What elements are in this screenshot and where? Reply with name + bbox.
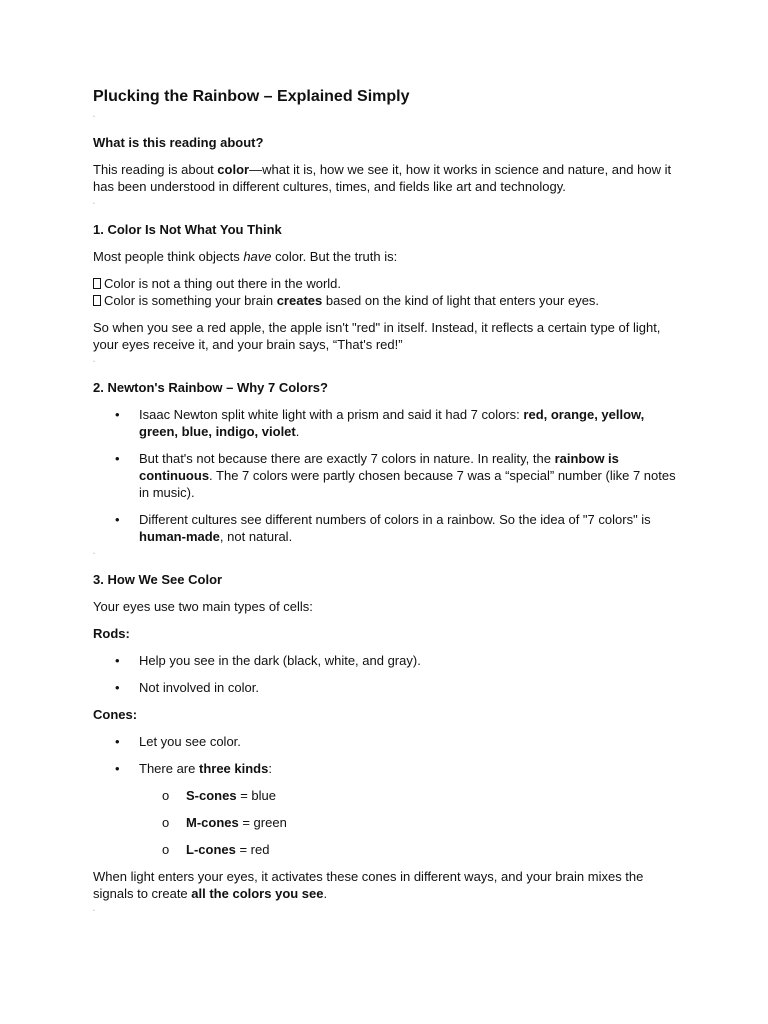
section-heading-intro: What is this reading about? — [93, 135, 264, 150]
cones-label: Cones: — [93, 707, 138, 722]
sub-bullet-marker: o — [162, 788, 170, 803]
s3-paragraph-1: Your eyes use two main types of cells: — [93, 599, 313, 614]
s1-glyph-lines: Color is not a thing out there in the world. Color is something your brain creates based on the kind of light that enters your eyes. — [93, 275, 678, 309]
s1-paragraph-2: So when you see a red apple, the apple isn't "red" in itself. Instead, it reflects a certain type of light, your eyes receive it, and your brain says, “That's red!” — [93, 320, 661, 352]
section-heading-3: 3. How We See Color — [93, 572, 223, 587]
s3-paragraph-2: When light enters your eyes, it activates these cones in different ways, and your brain mixes the signals to create all the colors you see. — [93, 869, 644, 901]
rods-list — [93, 652, 678, 696]
paragraph-mark: ▫ — [93, 201, 95, 207]
list-item: • But that's not because there are exactly 7 colors in nature. In reality, the rainbow is continuous. The 7 colors were partly chosen because 7 was a “special” number (like 7 notes in music). — [93, 450, 678, 501]
cone-types-list — [93, 787, 678, 858]
list-item: • Different cultures see different numbers of colors in a rainbow. So the idea of "7 colors" is human-made, not natural. — [93, 511, 678, 545]
page-title: Plucking the Rainbow – Explained Simply — [93, 88, 410, 105]
paragraph-mark: ▫ — [93, 551, 95, 557]
list-item: o M-cones = green — [162, 815, 287, 830]
list-item: o L-cones = red — [162, 842, 270, 857]
missing-glyph-icon — [93, 278, 101, 289]
sub-bullet-marker: o — [162, 842, 170, 857]
missing-glyph-icon — [93, 295, 101, 306]
paragraph-mark: ▫ — [93, 114, 95, 120]
paragraph-mark: ▫ — [93, 908, 95, 914]
intro-paragraph: This reading is about color—what it is, how we see it, how it works in science and nature, and how it has been understood in different cultures, times, and fields like art and technology. — [93, 162, 672, 194]
list-item: • There are three kinds: — [93, 760, 678, 777]
list-item: o S-cones = blue — [162, 788, 276, 803]
sub-bullet-marker: o — [162, 815, 170, 830]
list-item: • Isaac Newton split white light with a prism and said it had 7 colors: red, orange, yellow, green, blue, indigo, violet. — [93, 406, 678, 440]
cones-list — [93, 733, 678, 777]
document-body — [93, 86, 678, 914]
section-heading-2: 2. Newton's Rainbow – Why 7 Colors? — [93, 380, 328, 395]
rods-label: Rods: — [93, 626, 130, 641]
list-item: • Let you see color. — [93, 733, 678, 750]
s2-bullet-list — [93, 406, 678, 545]
list-item: • Help you see in the dark (black, white, and gray). — [93, 652, 678, 669]
s1-paragraph-1: Most people think objects have color. But the truth is: — [93, 249, 398, 264]
list-item: • Not involved in color. — [93, 679, 678, 696]
paragraph-mark: ▫ — [93, 359, 95, 365]
section-heading-1: 1. Color Is Not What You Think — [93, 222, 282, 237]
